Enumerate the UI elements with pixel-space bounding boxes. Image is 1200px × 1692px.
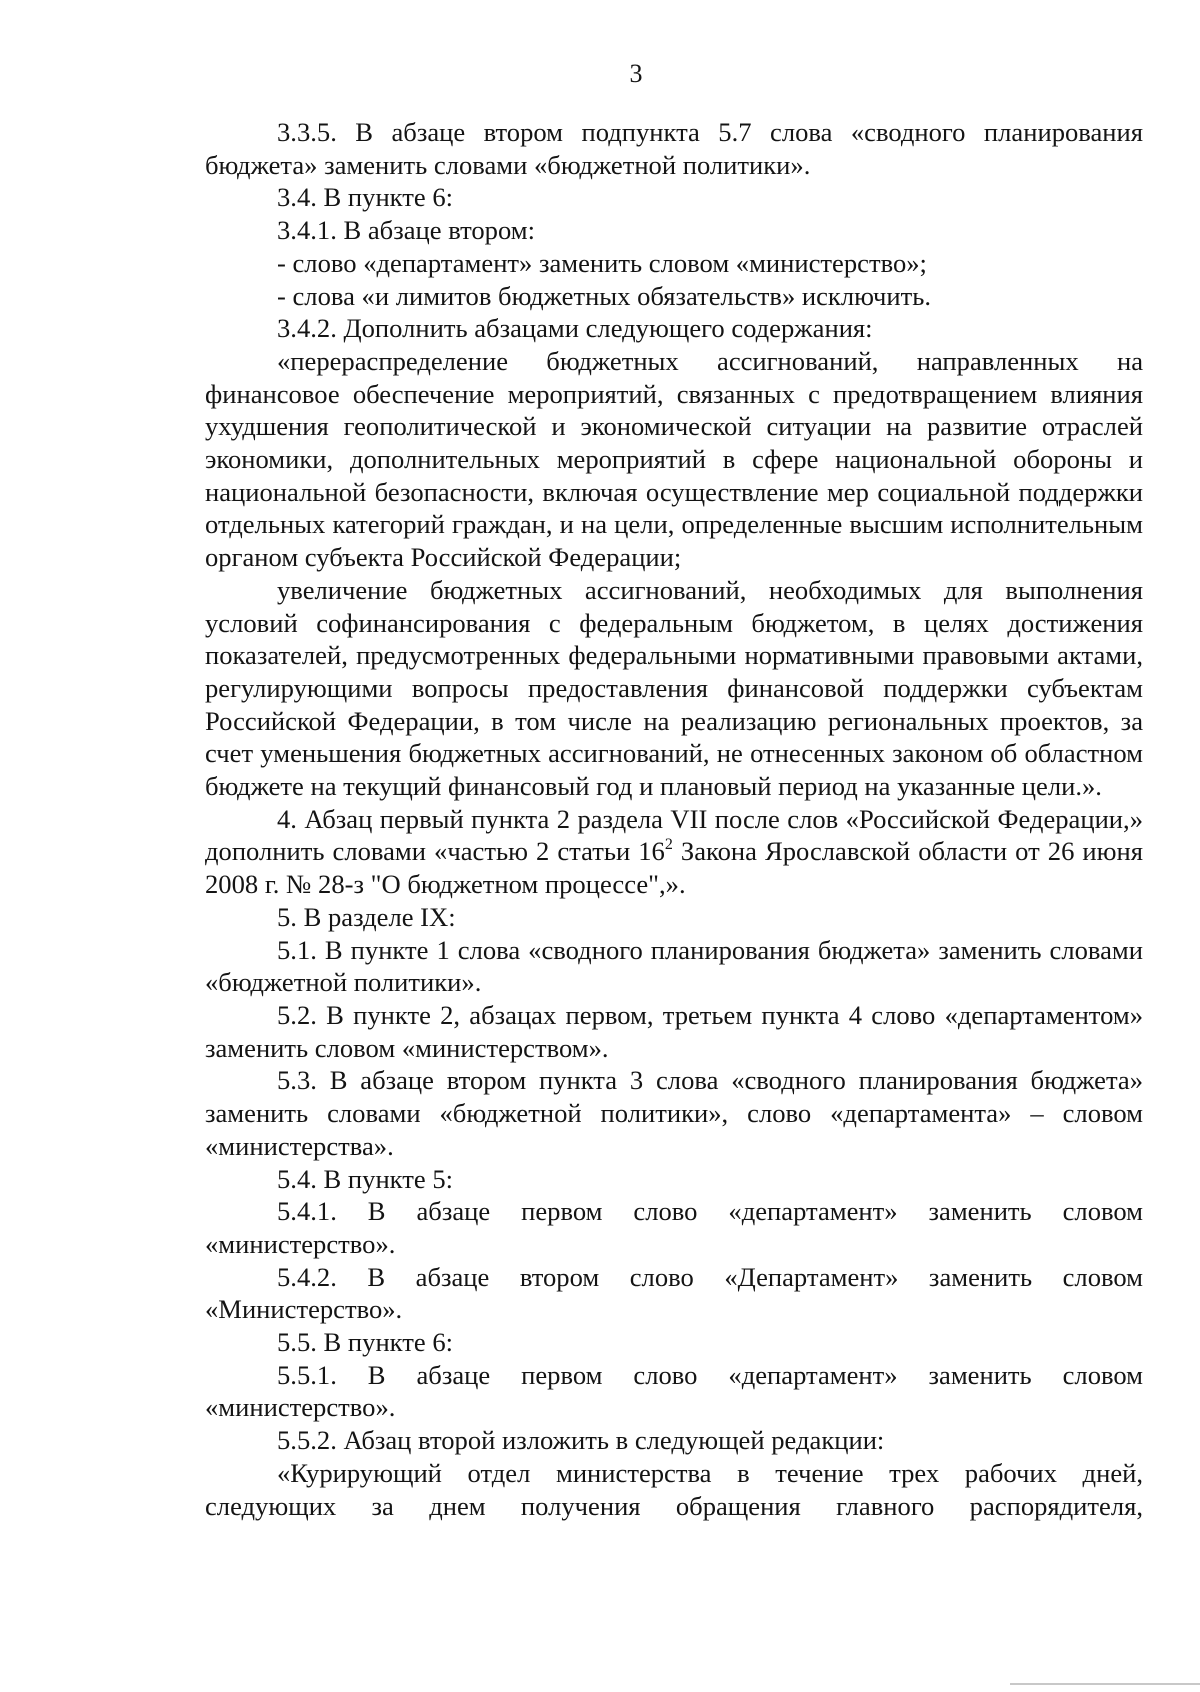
paragraph-increase: увеличение бюджетных ассигнований, необходимых для выполнения условий софинансирования с федеральным бюджетом, в целях достижения показателей, предусмотренных федеральными нормативными правовыми актами, регулирующими вопросы предоставления финансовой поддержки субъектам Российской Федерации, в том числе на реализацию региональных проектов, за счет уменьшения бюджетных ассигнований, не отнесенных законом об областном бюджете на текущий финансовый год и плановый период на указанные цели.». (205, 574, 1143, 802)
superscript: 2 (664, 835, 673, 853)
paragraph-4-part-2: Закона Ярославской области от 26 июня 2008 г. № 28-з "О бюджетном процессе",». (205, 836, 1143, 900)
page-number: 3 (629, 59, 643, 88)
paragraph-5-4-2: 5.4.2. В абзаце втором слово «Департамент» заменить словом «Министерство». (205, 1261, 1143, 1325)
paragraph-dash-1: - слово «департамент» заменить словом «министерство»; (277, 247, 927, 278)
paragraph-3-4-1: 3.4.1. В абзаце втором: (277, 215, 535, 246)
paragraph-3-3-5: 3.3.5. В абзаце втором подпункта 5.7 слова «сводного планирования бюджета» заменить словами «бюджетной политики». (205, 117, 1143, 180)
paragraph-5-3: 5.3. В абзаце втором пункта 3 слова «сводного планирования бюджета» заменить словами «бюджетной политики», слово «департамента» – словом «министерства». (205, 1065, 1143, 1161)
paragraph-5-4: 5.4. В пункте 5: (277, 1163, 454, 1194)
paragraph-5-5-1: 5.5.1. В абзаце первом слово «департамент» заменить словом «министерство». (205, 1359, 1143, 1423)
paragraph-5-2: 5.2. В пункте 2, абзацах первом, третьем пункта 4 слово «департаментом» заменить словом «министерством». (205, 999, 1143, 1063)
document-body (205, 116, 1143, 1522)
paragraph-dash-2: - слова «и лимитов бюджетных обязательств» исключить. (277, 280, 931, 311)
paragraph-5: 5. В разделе IX: (277, 901, 456, 932)
paragraph-quote-redistribution: «перераспределение бюджетных ассигнований, направленных на финансовое обеспечение мероприятий, связанных с предотвращением влияния ухудшения геополитической и экономической ситуации на развитие отраслей экономики, дополнительных мероприятий в сфере национальной обороны и национальной безопасности, включая осуществление мер социальной поддержки отдельных категорий граждан, и на цели, определенные высшим исполнительным органом субъекта Российской Федерации; (205, 345, 1143, 573)
paragraph-4 (205, 803, 1143, 901)
paragraph-5-1: 5.1. В пункте 1 слова «сводного планирования бюджета» заменить словами «бюджетной политики». (205, 934, 1143, 998)
paragraph-5-4-1: 5.4.1. В абзаце первом слово «департамент» заменить словом «министерство». (205, 1196, 1143, 1259)
paragraph-3-4-2: 3.4.2. Дополнить абзацами следующего содержания: (277, 313, 873, 344)
paragraph-quote-curating-department: «Курирующий отдел министерства в течение трех рабочих дней, следующих за днем получения обращения главного распорядителя, (205, 1457, 1143, 1521)
paragraph-4-part-1: 4. Абзац первый пункта 2 раздела VII после слов «Российской Федерации,» дополнить словами «частью 2 статьи 16 (205, 803, 1143, 867)
scan-edge-line (1010, 1683, 1200, 1685)
paragraph-5-5: 5.5. В пункте 6: (277, 1327, 454, 1358)
paragraph-5-5-2: 5.5.2. Абзац второй изложить в следующей редакции: (277, 1425, 885, 1456)
paragraph-3-4: 3.4. В пункте 6: (277, 182, 454, 213)
